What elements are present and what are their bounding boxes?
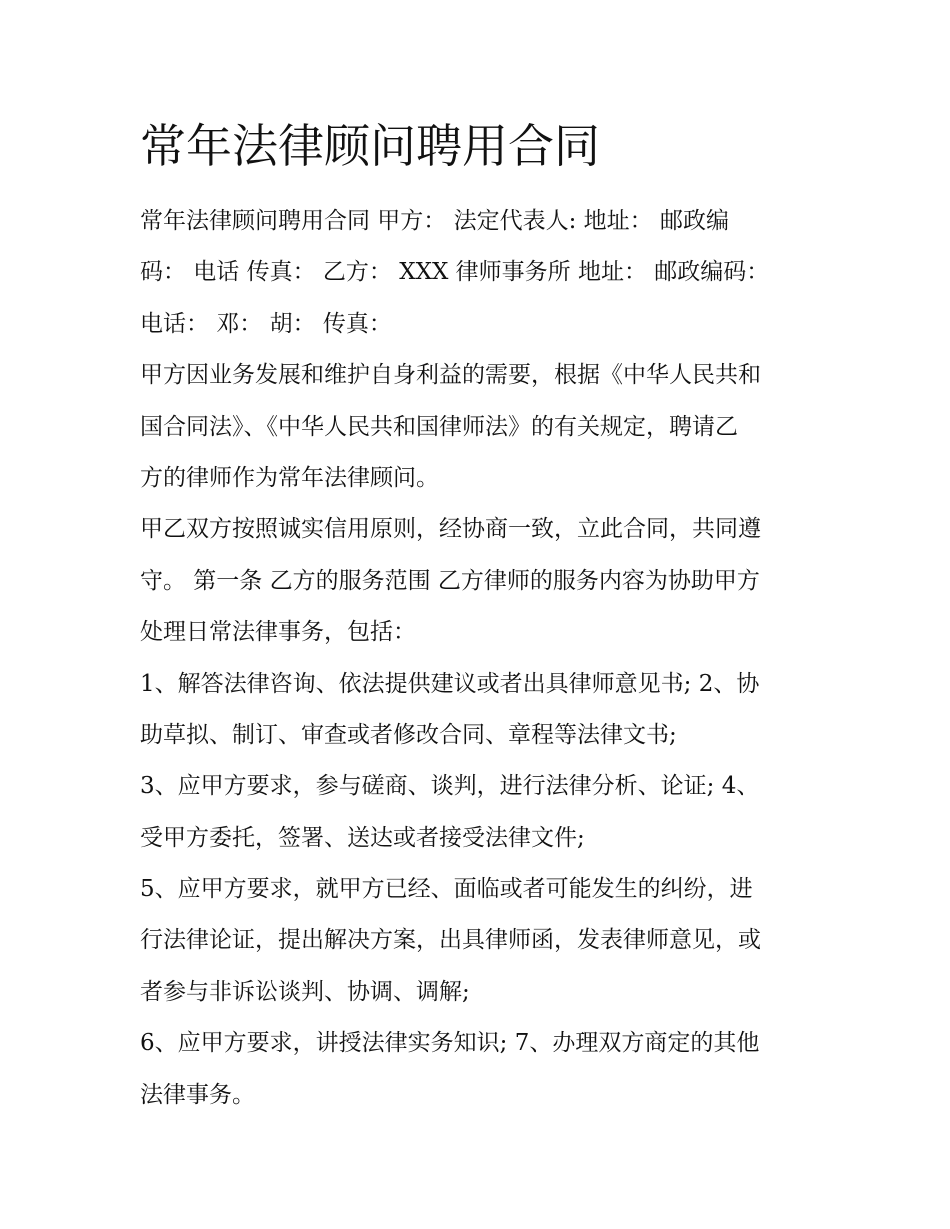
text-line: 1、解答法律咨询、依法提供建议或者出具律师意见书; 2、协 (140, 670, 760, 697)
paragraph-service-item-5 (140, 864, 830, 1018)
paragraph-service-items-1-2 (140, 659, 830, 762)
text-line: 电话： 邓： 胡： 传真： (140, 310, 392, 337)
text-line: 甲乙双方按照诚实信用原则，经协商一致，立此合同，共同遵 (140, 516, 761, 543)
text-line: 方的律师作为常年法律顾问。 (140, 464, 439, 491)
text-line: 受甲方委托，签署、送达或者接受法律文件; (140, 824, 585, 851)
document-body (140, 196, 830, 1121)
paragraph-agreement (140, 504, 830, 658)
text-line: 码： 电话 传真： 乙方： XXX 律师事务所 地址： 邮政编码： (140, 259, 770, 286)
paragraph-purpose (140, 350, 830, 504)
text-line: 国合同法》、《中华人民共和国律师法》的有关规定，聘请乙 (140, 413, 738, 440)
text-line: 常年法律顾问聘用合同 甲方： 法定代表人: 地址： 邮政编 (140, 208, 729, 234)
text-line: 守。 第一条 乙方的服务范围 乙方律师的服务内容为协助甲方 (140, 567, 760, 594)
text-line: 3、应甲方要求，参与磋商、谈判，进行法律分析、论证; 4、 (140, 773, 760, 800)
text-line: 者参与非诉讼谈判、协调、调解; (140, 978, 470, 1005)
text-line: 处理日常法律事务，包括： (140, 619, 416, 646)
text-line: 甲方因业务发展和维护自身利益的需要，根据《中华人民共和 (140, 362, 761, 389)
paragraph-service-items-6-7 (140, 1018, 830, 1121)
text-line: 行法律论证，提出解决方案，出具律师函，发表律师意见，或 (140, 927, 761, 954)
paragraph-parties (140, 196, 830, 350)
document-title: 常年法律顾问聘用合同 (140, 119, 600, 173)
text-line: 助草拟、制订、审查或者修改合同、章程等法律文书; (140, 721, 677, 748)
text-line: 5、应甲方要求，就甲方已经、面临或者可能发生的纠纷，进 (140, 876, 753, 903)
paragraph-service-items-3-4 (140, 761, 830, 864)
text-line: 6、应甲方要求，讲授法律实务知识; 7、办理双方商定的其他 (140, 1030, 760, 1057)
text-line: 法律事务。 (140, 1081, 255, 1108)
